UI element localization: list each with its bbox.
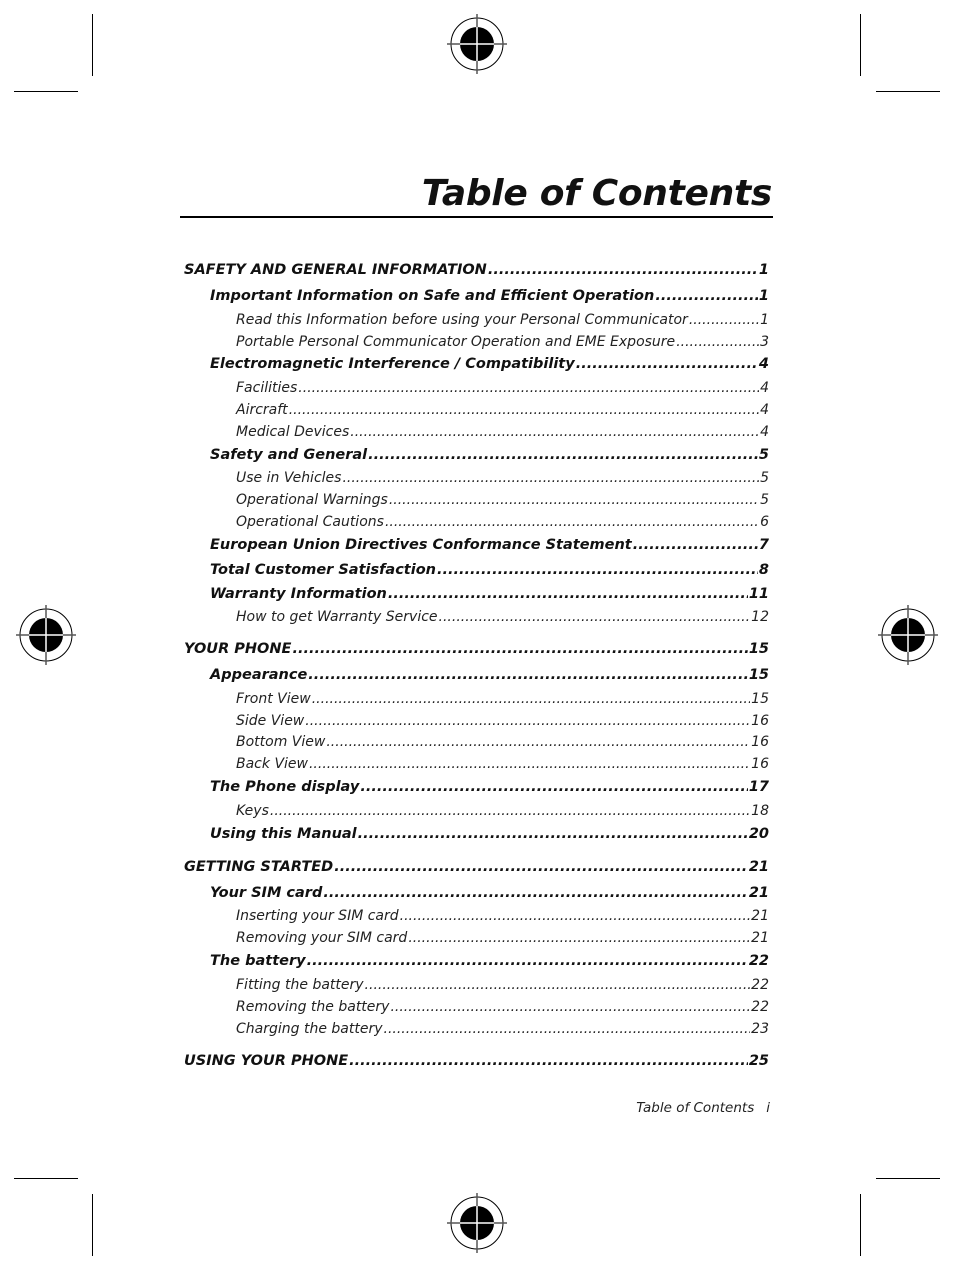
- footer-text: Table of Contents: [636, 1100, 755, 1116]
- dot-leader: [358, 826, 748, 842]
- toc-entry[interactable]: [184, 641, 769, 657]
- toc-entry-page: 4: [760, 380, 769, 396]
- toc-entry-page: 5: [760, 470, 769, 486]
- toc-entry-page: 16: [751, 734, 769, 750]
- toc-entry-page: 21: [748, 885, 769, 901]
- toc-entry[interactable]: [210, 885, 769, 901]
- toc-entry[interactable]: [210, 537, 769, 553]
- toc-entry[interactable]: [210, 288, 769, 304]
- dot-leader: [342, 470, 759, 486]
- toc-entry[interactable]: [184, 859, 769, 875]
- toc-entry[interactable]: [210, 826, 769, 842]
- dot-leader: [676, 334, 759, 350]
- title-rule: [180, 216, 773, 218]
- toc-entry[interactable]: [184, 1053, 769, 1069]
- dot-leader: [350, 424, 759, 440]
- toc-entry-page: 15: [751, 691, 769, 707]
- toc-entry-page: 22: [748, 953, 769, 969]
- toc-entry-page: 18: [751, 803, 769, 819]
- crop-mark: [876, 1178, 940, 1179]
- toc-entry[interactable]: [210, 356, 769, 372]
- toc-entry-label: Electromagnetic Interference / Compatibility: [210, 356, 575, 372]
- dot-leader: [326, 734, 750, 750]
- registration-mark-icon: [445, 1191, 509, 1255]
- toc-entry-label: Removing your SIM card: [236, 930, 408, 946]
- toc-entry-label: Appearance: [210, 667, 308, 683]
- toc-entry-label: Charging the battery: [236, 1021, 383, 1037]
- registration-mark-icon: [445, 12, 509, 76]
- toc-entry[interactable]: [236, 514, 769, 530]
- crop-mark: [14, 1178, 78, 1179]
- dot-leader: [384, 1021, 751, 1037]
- toc-entry[interactable]: [210, 779, 769, 795]
- toc-entry[interactable]: [236, 999, 769, 1015]
- toc-entry[interactable]: [236, 492, 769, 508]
- toc-entry-page: 8: [758, 562, 769, 578]
- toc-entry-label: Removing the battery: [236, 999, 390, 1015]
- toc-entry[interactable]: [236, 312, 769, 328]
- toc-entry[interactable]: [236, 609, 769, 625]
- dot-leader: [633, 537, 758, 553]
- toc-entry-label: Using this Manual: [210, 826, 357, 842]
- page-title: Table of Contents: [421, 173, 772, 214]
- dot-leader: [307, 953, 748, 969]
- toc-entry-label: SAFETY AND GENERAL INFORMATION: [184, 262, 487, 278]
- toc-entry[interactable]: [236, 756, 769, 772]
- dot-leader: [270, 803, 750, 819]
- toc-entry-label: Important Information on Safe and Efficient Operation: [210, 288, 655, 304]
- crop-mark: [92, 14, 93, 76]
- dot-leader: [292, 641, 747, 657]
- crop-mark: [92, 1194, 93, 1256]
- toc-entry[interactable]: [236, 977, 769, 993]
- dot-leader: [323, 885, 747, 901]
- toc-entry-label: Operational Warnings: [236, 492, 388, 508]
- crop-mark: [876, 91, 940, 92]
- page-footer: [636, 1100, 770, 1116]
- toc-entry[interactable]: [210, 586, 769, 602]
- dot-leader: [388, 586, 748, 602]
- toc-entry[interactable]: [236, 713, 769, 729]
- dot-leader: [298, 380, 759, 396]
- toc-entry-page: 15: [748, 667, 769, 683]
- toc-entry-page: 21: [751, 930, 769, 946]
- toc-entry[interactable]: [236, 803, 769, 819]
- toc-entry[interactable]: [236, 402, 769, 418]
- toc-entry-label: Operational Cautions: [236, 514, 384, 530]
- toc-entry-label: Safety and General: [210, 447, 368, 463]
- toc-entry-page: 25: [748, 1053, 769, 1069]
- toc-entry-page: 16: [751, 756, 769, 772]
- toc-entry-label: GETTING STARTED: [184, 859, 334, 875]
- toc-entry-page: 3: [760, 334, 769, 350]
- toc-entry-page: 1: [758, 262, 769, 278]
- dot-leader: [349, 1053, 748, 1069]
- toc-entry-label: USING YOUR PHONE: [184, 1053, 349, 1069]
- toc-entry-page: 1: [758, 288, 769, 304]
- toc-entry-label: Facilities: [236, 380, 298, 396]
- toc-entry[interactable]: [210, 953, 769, 969]
- toc-entry-page: 4: [758, 356, 769, 372]
- toc-entry-page: 21: [751, 908, 769, 924]
- dot-leader: [689, 312, 759, 328]
- toc-entry-page: 4: [760, 424, 769, 440]
- toc-entry-label: Your SIM card: [210, 885, 323, 901]
- dot-leader: [309, 756, 750, 772]
- dot-leader: [385, 514, 759, 530]
- toc-entry-label: The battery: [210, 953, 306, 969]
- dot-leader: [368, 447, 758, 463]
- toc-entry[interactable]: [236, 930, 769, 946]
- dot-leader: [400, 908, 751, 924]
- dot-leader: [289, 402, 759, 418]
- dot-leader: [408, 930, 750, 946]
- toc-entry-page: 20: [748, 826, 769, 842]
- footer-page-number: i: [766, 1100, 770, 1116]
- dot-leader: [439, 609, 751, 625]
- toc-entry-label: The Phone display: [210, 779, 360, 795]
- toc-entry-label: YOUR PHONE: [184, 641, 292, 657]
- toc-entry-label: Warranty Information: [210, 586, 387, 602]
- toc-entry[interactable]: [236, 424, 769, 440]
- registration-mark-icon: [876, 603, 940, 667]
- registration-mark-icon: [14, 603, 78, 667]
- dot-leader: [389, 492, 759, 508]
- toc-entry[interactable]: [236, 380, 769, 396]
- toc-entry[interactable]: [184, 262, 769, 278]
- toc-entry-page: 5: [760, 492, 769, 508]
- toc-entry-page: 22: [751, 999, 769, 1015]
- toc-entry-page: 5: [758, 447, 769, 463]
- toc-entry-page: 1: [760, 312, 769, 328]
- toc-entry-label: Side View: [236, 713, 305, 729]
- dot-leader: [308, 667, 748, 683]
- toc-entry[interactable]: [236, 691, 769, 707]
- toc-entry-page: 7: [758, 537, 769, 553]
- toc-entry[interactable]: [210, 447, 769, 463]
- toc-entry-label: Front View: [236, 691, 311, 707]
- toc-entry-page: 11: [748, 586, 769, 602]
- toc-entry-label: Portable Personal Communicator Operation and EME Exposure: [236, 334, 676, 350]
- toc-entry-page: 6: [760, 514, 769, 530]
- toc-entry[interactable]: [236, 470, 769, 486]
- dot-leader: [437, 562, 758, 578]
- toc-entry[interactable]: [236, 1021, 769, 1037]
- dot-leader: [390, 999, 750, 1015]
- toc-entry[interactable]: [236, 734, 769, 750]
- crop-mark: [14, 91, 78, 92]
- toc-entry-label: Bottom View: [236, 734, 326, 750]
- dot-leader: [334, 859, 748, 875]
- crop-mark: [860, 14, 861, 76]
- toc-entry-label: Fitting the battery: [236, 977, 364, 993]
- toc-entry-page: 16: [751, 713, 769, 729]
- toc-entry-label: How to get Warranty Service: [236, 609, 438, 625]
- toc-entry-label: Keys: [236, 803, 269, 819]
- toc-entry-page: 21: [748, 859, 769, 875]
- dot-leader: [488, 262, 758, 278]
- toc-entry-label: Read this Information before using your Personal Communicator: [236, 312, 688, 328]
- toc-entry-label: Total Customer Satisfaction: [210, 562, 436, 578]
- toc-entry-label: Use in Vehicles: [236, 470, 342, 486]
- dot-leader: [365, 977, 751, 993]
- toc-entry-label: Medical Devices: [236, 424, 350, 440]
- toc-entry[interactable]: [236, 334, 769, 350]
- toc-entry-page: 22: [751, 977, 769, 993]
- dot-leader: [576, 356, 758, 372]
- toc-entry-label: European Union Directives Conformance Statement: [210, 537, 632, 553]
- toc-entry-page: 4: [760, 402, 769, 418]
- toc-entry-page: 23: [751, 1021, 769, 1037]
- dot-leader: [312, 691, 750, 707]
- dot-leader: [655, 288, 758, 304]
- toc-entry[interactable]: [210, 562, 769, 578]
- toc-entry-label: Back View: [236, 756, 308, 772]
- toc-entry-page: 15: [748, 641, 769, 657]
- toc-entry-page: 17: [748, 779, 769, 795]
- dot-leader: [360, 779, 747, 795]
- crop-mark: [860, 1194, 861, 1256]
- toc-entry[interactable]: [236, 908, 769, 924]
- toc-entry-label: Inserting your SIM card: [236, 908, 399, 924]
- toc-entry-label: Aircraft: [236, 402, 288, 418]
- toc-entry-page: 12: [751, 609, 769, 625]
- toc-entry[interactable]: [210, 667, 769, 683]
- dot-leader: [305, 713, 750, 729]
